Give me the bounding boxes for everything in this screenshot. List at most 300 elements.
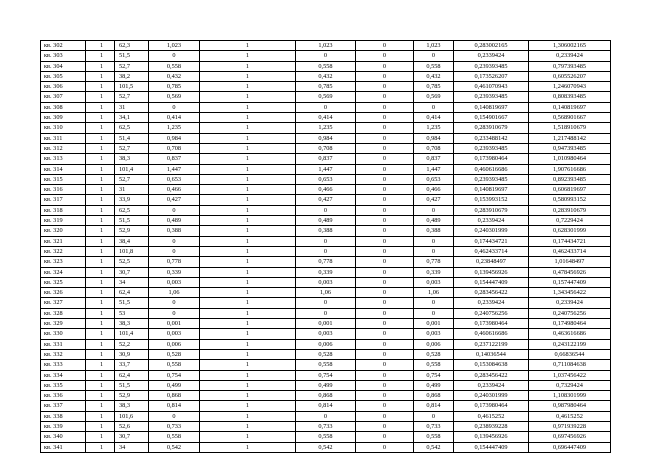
cell-coef-b: 1: [200, 174, 296, 184]
cell-area: 31: [115, 102, 149, 112]
cell-value-d: 0,427: [414, 195, 454, 205]
cell-value-b: 0,499: [296, 380, 356, 390]
cell-value-d: 0,785: [414, 82, 454, 92]
cell-value-b: 0,708: [296, 143, 356, 153]
cell-apartment: кв. 337: [41, 401, 86, 411]
cell-value-b: 1,447: [296, 164, 356, 174]
table-row: [41, 432, 611, 442]
cell-value-b: 0: [296, 51, 356, 61]
cell-value-d: 1,06: [414, 288, 454, 298]
cell-apartment: кв. 307: [41, 92, 86, 102]
cell-value-a: 0,528: [149, 349, 200, 359]
cell-apartment: кв. 309: [41, 113, 86, 123]
cell-value-c: 0: [356, 154, 414, 164]
cell-value-a: 0,984: [149, 133, 200, 143]
cell-value-b: 0,733: [296, 421, 356, 431]
cell-value-b: 0,432: [296, 71, 356, 81]
cell-total: 0,711084638: [529, 360, 611, 370]
cell-value-c: 0: [356, 298, 414, 308]
cell-total: 0,463616686: [529, 329, 611, 339]
cell-total: 0,174434721: [529, 236, 611, 246]
cell-value-d: 0,339: [414, 267, 454, 277]
cell-value-a: 0: [149, 298, 200, 308]
cell-total: 0,283910679: [529, 205, 611, 215]
cell-coef-b: 1: [200, 349, 296, 359]
cell-value-d: 0: [414, 298, 454, 308]
cell-apartment: кв. 336: [41, 391, 86, 401]
cell-total: 0,605526207: [529, 71, 611, 81]
cell-value-e: 0,283910679: [454, 123, 529, 133]
cell-coef: 1: [86, 133, 115, 143]
cell-total: 1,907616686: [529, 164, 611, 174]
cell-apartment: кв. 303: [41, 51, 86, 61]
table-row: [41, 82, 611, 92]
cell-total: 0,478456926: [529, 267, 611, 277]
cell-area: 52,5: [115, 257, 149, 267]
cell-coef-b: 1: [200, 185, 296, 195]
cell-apartment: кв. 332: [41, 349, 86, 359]
cell-value-e: 0,240756256: [454, 308, 529, 318]
cell-value-b: 0: [296, 246, 356, 256]
cell-area: 53: [115, 308, 149, 318]
cell-value-a: 0,653: [149, 174, 200, 184]
cell-area: 51,5: [115, 216, 149, 226]
table-row: [41, 339, 611, 349]
cell-area: 30,9: [115, 349, 149, 359]
apartment-heat-table: [40, 40, 611, 453]
cell-value-d: 0,003: [414, 277, 454, 287]
cell-value-d: 0,778: [414, 257, 454, 267]
cell-value-b: 0,388: [296, 226, 356, 236]
cell-value-b: 1,06: [296, 288, 356, 298]
cell-area: 62,5: [115, 205, 149, 215]
cell-value-a: 0,489: [149, 216, 200, 226]
cell-value-c: 0: [356, 370, 414, 380]
cell-value-b: 0,754: [296, 370, 356, 380]
cell-value-e: 0,283456422: [454, 288, 529, 298]
cell-value-b: 0,003: [296, 277, 356, 287]
cell-coef: 1: [86, 349, 115, 359]
cell-value-a: 1,023: [149, 41, 200, 51]
cell-value-d: 0: [414, 411, 454, 421]
cell-area: 62,4: [115, 288, 149, 298]
cell-apartment: кв. 334: [41, 370, 86, 380]
cell-value-b: 0,558: [296, 61, 356, 71]
cell-value-c: 0: [356, 82, 414, 92]
table-row: [41, 71, 611, 81]
cell-total: 0,174980464: [529, 319, 611, 329]
table-row: [41, 360, 611, 370]
table-row: [41, 236, 611, 246]
table-row: [41, 288, 611, 298]
cell-coef-b: 1: [200, 236, 296, 246]
cell-area: 62,4: [115, 370, 149, 380]
cell-coef-b: 1: [200, 102, 296, 112]
cell-value-b: 0: [296, 298, 356, 308]
cell-value-d: 0,558: [414, 360, 454, 370]
cell-apartment: кв. 319: [41, 216, 86, 226]
cell-value-a: 0,427: [149, 195, 200, 205]
cell-value-c: 0: [356, 391, 414, 401]
cell-value-d: 0,868: [414, 391, 454, 401]
cell-value-d: 0,837: [414, 154, 454, 164]
table-row: [41, 51, 611, 61]
cell-value-c: 0: [356, 123, 414, 133]
cell-value-a: 0,003: [149, 329, 200, 339]
cell-value-e: 0,460616686: [454, 329, 529, 339]
cell-area: 34: [115, 442, 149, 452]
cell-value-e: 0,139456926: [454, 267, 529, 277]
cell-value-e: 0,238939228: [454, 421, 529, 431]
cell-value-e: 0,240301999: [454, 391, 529, 401]
cell-value-d: 0,499: [414, 380, 454, 390]
cell-area: 51,5: [115, 380, 149, 390]
cell-value-b: 0: [296, 308, 356, 318]
cell-value-d: 0,528: [414, 349, 454, 359]
cell-apartment: кв. 323: [41, 257, 86, 267]
cell-value-e: 0,461070943: [454, 82, 529, 92]
cell-value-a: 0,414: [149, 113, 200, 123]
cell-value-d: 0,558: [414, 432, 454, 442]
cell-value-c: 0: [356, 360, 414, 370]
cell-value-c: 0: [356, 216, 414, 226]
cell-apartment: кв. 338: [41, 411, 86, 421]
cell-area: 51,5: [115, 51, 149, 61]
cell-apartment: кв. 329: [41, 319, 86, 329]
cell-value-d: 0,432: [414, 71, 454, 81]
cell-value-e: 0,237122199: [454, 339, 529, 349]
cell-value-c: 0: [356, 92, 414, 102]
cell-apartment: кв. 331: [41, 339, 86, 349]
cell-coef-b: 1: [200, 82, 296, 92]
table-row: [41, 370, 611, 380]
cell-apartment: кв. 328: [41, 308, 86, 318]
cell-value-c: 0: [356, 411, 414, 421]
table-row: [41, 113, 611, 123]
table-row: [41, 205, 611, 215]
cell-value-c: 0: [356, 226, 414, 236]
cell-apartment: кв. 341: [41, 442, 86, 452]
cell-apartment: кв. 310: [41, 123, 86, 133]
cell-total: 1,306002165: [529, 41, 611, 51]
cell-total: 1,246070943: [529, 82, 611, 92]
cell-apartment: кв. 330: [41, 329, 86, 339]
cell-coef: 1: [86, 370, 115, 380]
cell-value-a: 0,708: [149, 143, 200, 153]
cell-area: 33,7: [115, 360, 149, 370]
table-row: [41, 61, 611, 71]
table-row: [41, 277, 611, 287]
cell-total: 1,217488142: [529, 133, 611, 143]
cell-value-d: 0,001: [414, 319, 454, 329]
cell-value-d: 0,414: [414, 113, 454, 123]
cell-coef: 1: [86, 319, 115, 329]
cell-value-e: 0,140819697: [454, 102, 529, 112]
cell-coef: 1: [86, 288, 115, 298]
cell-value-e: 0,283456422: [454, 370, 529, 380]
table-row: [41, 185, 611, 195]
cell-apartment: кв. 320: [41, 226, 86, 236]
table-row: [41, 401, 611, 411]
cell-value-e: 0,283910679: [454, 205, 529, 215]
table-row: [41, 421, 611, 431]
cell-coef-b: 1: [200, 226, 296, 236]
cell-value-c: 0: [356, 102, 414, 112]
cell-value-c: 0: [356, 277, 414, 287]
cell-value-e: 0,233488142: [454, 133, 529, 143]
cell-area: 101,4: [115, 164, 149, 174]
cell-coef: 1: [86, 246, 115, 256]
cell-value-d: 0,814: [414, 401, 454, 411]
cell-value-b: 0: [296, 205, 356, 215]
cell-value-b: 0,001: [296, 319, 356, 329]
cell-total: 1,010980464: [529, 154, 611, 164]
cell-value-c: 0: [356, 267, 414, 277]
cell-value-b: 0,558: [296, 360, 356, 370]
cell-total: 0,696447409: [529, 442, 611, 452]
table-row: [41, 226, 611, 236]
cell-value-e: 0,154447409: [454, 442, 529, 452]
cell-value-e: 0,2339424: [454, 51, 529, 61]
cell-total: 1,108301999: [529, 391, 611, 401]
cell-value-c: 0: [356, 41, 414, 51]
cell-apartment: кв. 306: [41, 82, 86, 92]
cell-value-d: 0,569: [414, 92, 454, 102]
cell-area: 101,8: [115, 246, 149, 256]
cell-value-c: 0: [356, 257, 414, 267]
cell-area: 34: [115, 277, 149, 287]
cell-value-e: 0,239393485: [454, 92, 529, 102]
cell-value-b: 0,414: [296, 113, 356, 123]
cell-value-b: 0,569: [296, 92, 356, 102]
cell-coef: 1: [86, 432, 115, 442]
cell-value-c: 0: [356, 308, 414, 318]
cell-total: 0,697456926: [529, 432, 611, 442]
cell-value-c: 0: [356, 195, 414, 205]
table-row: [41, 143, 611, 153]
cell-value-e: 0,462433714: [454, 246, 529, 256]
cell-value-c: 0: [356, 71, 414, 81]
cell-value-c: 0: [356, 401, 414, 411]
cell-value-c: 0: [356, 349, 414, 359]
cell-value-a: 0,466: [149, 185, 200, 195]
cell-total: 0,240756256: [529, 308, 611, 318]
cell-total: 0,892393485: [529, 174, 611, 184]
cell-value-a: 0,006: [149, 339, 200, 349]
table-row: [41, 216, 611, 226]
cell-coef-b: 1: [200, 51, 296, 61]
cell-value-b: 0,984: [296, 133, 356, 143]
cell-total: 0,462433714: [529, 246, 611, 256]
cell-coef-b: 1: [200, 246, 296, 256]
cell-value-d: 0,984: [414, 133, 454, 143]
cell-coef-b: 1: [200, 92, 296, 102]
cell-value-c: 0: [356, 113, 414, 123]
cell-value-c: 0: [356, 246, 414, 256]
cell-area: 52,7: [115, 143, 149, 153]
cell-value-c: 0: [356, 319, 414, 329]
cell-value-c: 0: [356, 339, 414, 349]
cell-coef-b: 1: [200, 41, 296, 51]
cell-apartment: кв. 316: [41, 185, 86, 195]
cell-coef-b: 1: [200, 411, 296, 421]
cell-value-d: 0,653: [414, 174, 454, 184]
cell-coef: 1: [86, 123, 115, 133]
cell-value-e: 0,174434721: [454, 236, 529, 246]
cell-value-d: 0: [414, 308, 454, 318]
cell-value-a: 0,868: [149, 391, 200, 401]
document-page: [40, 40, 610, 453]
cell-value-e: 0,154901667: [454, 113, 529, 123]
cell-value-b: 0: [296, 411, 356, 421]
cell-coef: 1: [86, 174, 115, 184]
cell-value-b: 0,785: [296, 82, 356, 92]
cell-total: 0,606819697: [529, 185, 611, 195]
table-row: [41, 92, 611, 102]
cell-coef-b: 1: [200, 370, 296, 380]
cell-coef-b: 1: [200, 267, 296, 277]
cell-value-a: 0,785: [149, 82, 200, 92]
cell-total: 0,66836544: [529, 349, 611, 359]
cell-apartment: кв. 326: [41, 288, 86, 298]
cell-value-d: 0,466: [414, 185, 454, 195]
cell-value-e: 0,4615252: [454, 411, 529, 421]
cell-coef: 1: [86, 329, 115, 339]
cell-total: 0,2339424: [529, 51, 611, 61]
cell-area: 38,3: [115, 319, 149, 329]
cell-value-c: 0: [356, 205, 414, 215]
table-row: [41, 195, 611, 205]
cell-coef: 1: [86, 391, 115, 401]
table-row: [41, 329, 611, 339]
cell-area: 38,3: [115, 154, 149, 164]
cell-value-c: 0: [356, 236, 414, 246]
table-row: [41, 123, 611, 133]
cell-value-e: 0,154447409: [454, 277, 529, 287]
cell-coef: 1: [86, 205, 115, 215]
cell-total: 0,568901667: [529, 113, 611, 123]
cell-total: 0,7229424: [529, 216, 611, 226]
cell-coef-b: 1: [200, 71, 296, 81]
cell-apartment: кв. 322: [41, 246, 86, 256]
cell-area: 52,6: [115, 421, 149, 431]
table-row: [41, 319, 611, 329]
cell-value-c: 0: [356, 143, 414, 153]
cell-coef-b: 1: [200, 288, 296, 298]
cell-total: 0,628301999: [529, 226, 611, 236]
cell-apartment: кв. 314: [41, 164, 86, 174]
cell-value-a: 0: [149, 246, 200, 256]
cell-value-e: 0,173980464: [454, 319, 529, 329]
cell-value-e: 0,173980464: [454, 154, 529, 164]
cell-value-b: 0,542: [296, 442, 356, 452]
cell-value-a: 0,558: [149, 360, 200, 370]
table-row: [41, 411, 611, 421]
cell-coef: 1: [86, 308, 115, 318]
cell-coef: 1: [86, 401, 115, 411]
cell-value-a: 0: [149, 205, 200, 215]
cell-value-c: 0: [356, 421, 414, 431]
cell-coef: 1: [86, 380, 115, 390]
cell-value-b: 0,778: [296, 257, 356, 267]
cell-coef-b: 1: [200, 329, 296, 339]
cell-value-b: 1,235: [296, 123, 356, 133]
cell-area: 51,5: [115, 298, 149, 308]
cell-area: 101,4: [115, 329, 149, 339]
cell-value-c: 0: [356, 288, 414, 298]
cell-coef: 1: [86, 41, 115, 51]
cell-value-c: 0: [356, 51, 414, 61]
cell-value-e: 0,23848497: [454, 257, 529, 267]
cell-coef-b: 1: [200, 442, 296, 452]
cell-apartment: кв. 325: [41, 277, 86, 287]
cell-value-d: 0: [414, 236, 454, 246]
cell-value-b: 0: [296, 236, 356, 246]
cell-coef: 1: [86, 267, 115, 277]
cell-coef-b: 1: [200, 143, 296, 153]
cell-area: 34,1: [115, 113, 149, 123]
cell-value-b: 0: [296, 102, 356, 112]
cell-total: 0,580993152: [529, 195, 611, 205]
cell-value-b: 0,528: [296, 349, 356, 359]
cell-value-e: 0,283002165: [454, 41, 529, 51]
table-row: [41, 267, 611, 277]
cell-value-e: 0,2339424: [454, 380, 529, 390]
cell-value-e: 0,239393485: [454, 61, 529, 71]
table-row: [41, 164, 611, 174]
cell-value-d: 1,235: [414, 123, 454, 133]
cell-apartment: кв. 324: [41, 267, 86, 277]
cell-coef-b: 1: [200, 401, 296, 411]
cell-coef: 1: [86, 185, 115, 195]
cell-value-b: 0,837: [296, 154, 356, 164]
cell-value-e: 0,2339424: [454, 216, 529, 226]
cell-coef-b: 1: [200, 195, 296, 205]
cell-coef-b: 1: [200, 133, 296, 143]
cell-coef-b: 1: [200, 205, 296, 215]
cell-apartment: кв. 313: [41, 154, 86, 164]
cell-coef-b: 1: [200, 257, 296, 267]
cell-total: 0,971939228: [529, 421, 611, 431]
cell-apartment: кв. 339: [41, 421, 86, 431]
cell-coef-b: 1: [200, 277, 296, 287]
table-row: [41, 308, 611, 318]
cell-value-a: 0,542: [149, 442, 200, 452]
cell-value-a: 1,06: [149, 288, 200, 298]
cell-coef-b: 1: [200, 319, 296, 329]
cell-coef: 1: [86, 216, 115, 226]
cell-coef: 1: [86, 339, 115, 349]
cell-value-c: 0: [356, 133, 414, 143]
cell-value-a: 0,388: [149, 226, 200, 236]
cell-value-b: 0,558: [296, 432, 356, 442]
cell-apartment: кв. 335: [41, 380, 86, 390]
cell-apartment: кв. 305: [41, 71, 86, 81]
cell-value-a: 0,432: [149, 71, 200, 81]
cell-value-c: 0: [356, 185, 414, 195]
cell-area: 30,7: [115, 267, 149, 277]
cell-coef: 1: [86, 61, 115, 71]
cell-total: 1,343456422: [529, 288, 611, 298]
cell-area: 38,4: [115, 236, 149, 246]
cell-total: 1,01648497: [529, 257, 611, 267]
cell-coef-b: 1: [200, 308, 296, 318]
cell-value-a: 0,558: [149, 61, 200, 71]
cell-value-c: 0: [356, 164, 414, 174]
cell-value-a: 1,447: [149, 164, 200, 174]
cell-total: 0,797393485: [529, 61, 611, 71]
cell-coef-b: 1: [200, 432, 296, 442]
